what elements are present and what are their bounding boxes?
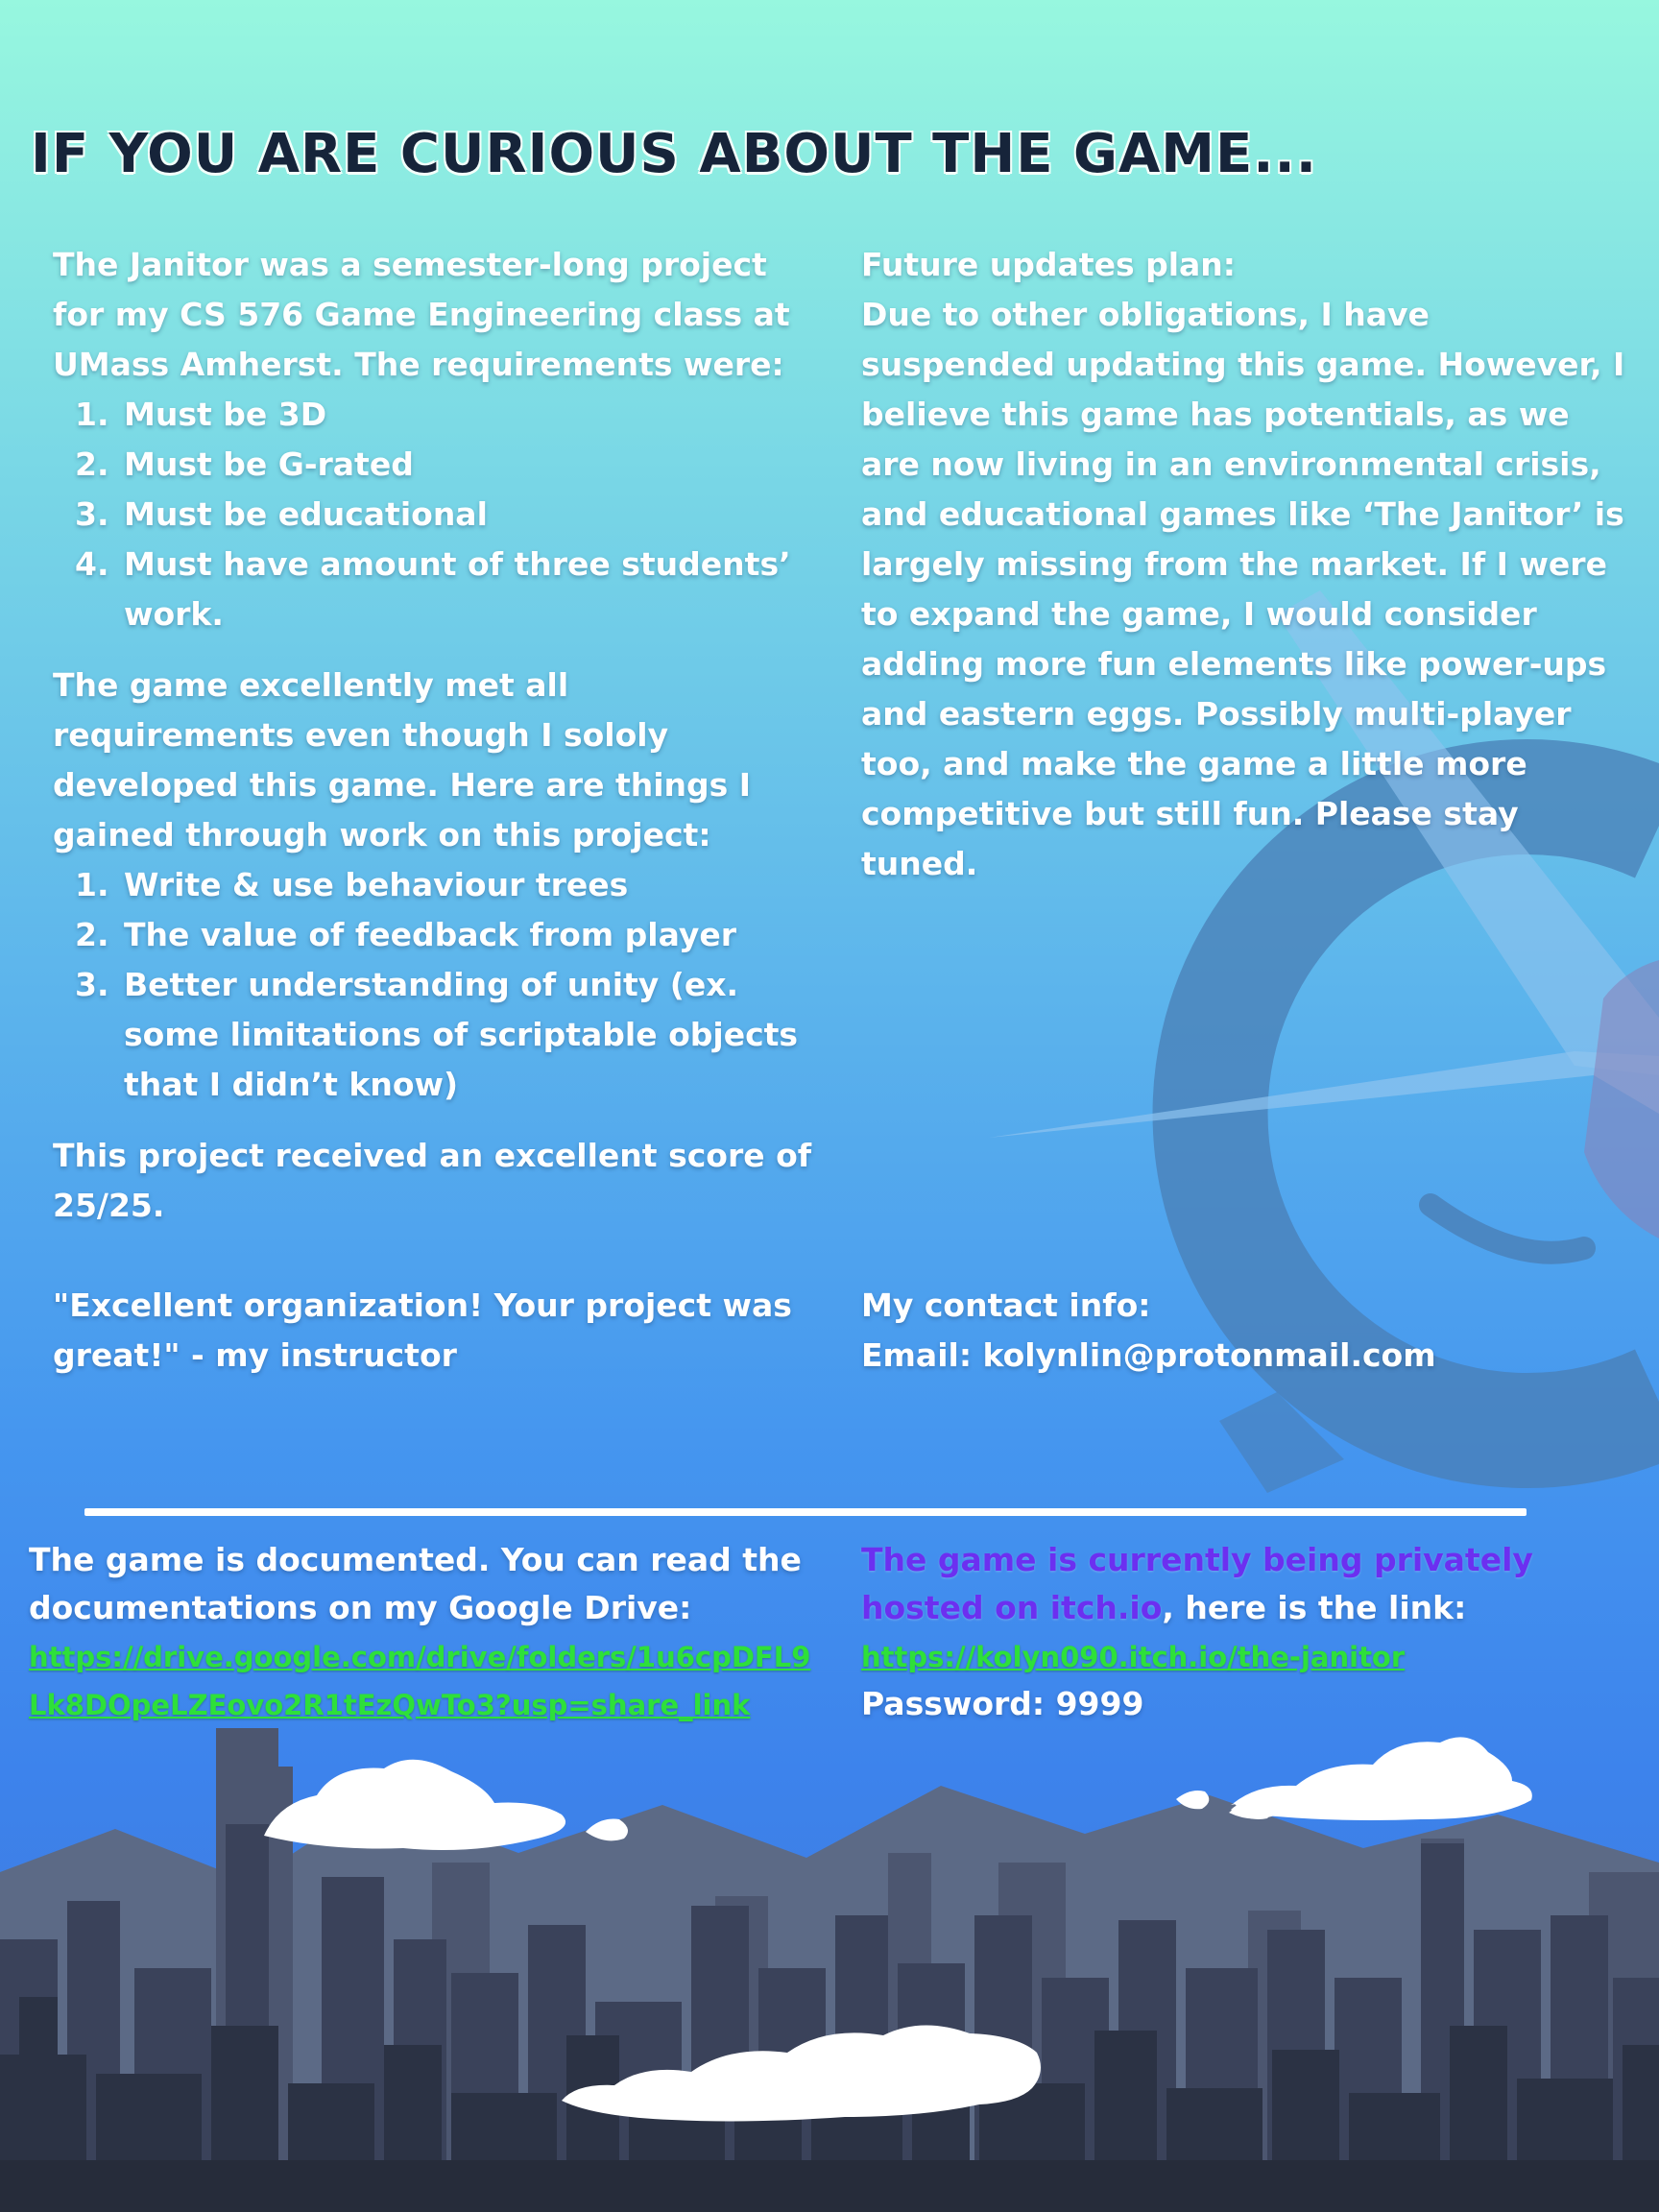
- contact-email: Email: kolynlin@protonmail.com: [861, 1336, 1436, 1374]
- section-divider: [84, 1508, 1527, 1516]
- hosting-section: [861, 1536, 1639, 1728]
- intro-text: The Janitor was a semester-long project for my CS 576 Game Engineering class at UMass Amherst. The requirements were:: [53, 246, 790, 383]
- future-body: Due to other obligations, I have suspended updating this game. However, I believe this game has potentials, as we are now living in an environmental crisis, and educational games like ‘The Janitor’ is largely missing from the market. If I were to expand the game, I would consider adding more fun elements like power-ups and eastern eggs. Possibly multi-player too, and make the game a little more competitive but still fun. Please stay tuned.: [861, 296, 1625, 882]
- list-item: 3. Better understanding of unity (ex. some limitations of scriptable objects that I didn’t know): [120, 960, 821, 1110]
- score-text: This project received an excellent score of 25/25.: [53, 1137, 812, 1224]
- requirements-list: [53, 390, 821, 639]
- contact-section: [861, 1281, 1629, 1381]
- gains-intro-text: The game excellently met all requirements even though I sololy developed this game. Here are things I gained through work on this project:: [53, 666, 752, 854]
- list-item: 4. Must have amount of three students’ work.: [120, 540, 821, 639]
- list-item: 1. Write & use behaviour trees: [120, 860, 821, 910]
- future-heading: Future updates plan:: [861, 246, 1236, 283]
- future-updates-section: [861, 240, 1629, 889]
- list-item: 2. The value of feedback from player: [120, 910, 821, 960]
- gains-list: [53, 860, 821, 1110]
- page-title: IF YOU ARE CURIOUS ABOUT THE GAME...: [31, 123, 1318, 185]
- documentation-section: [29, 1536, 826, 1728]
- hosting-highlight: The game is currently being privately hosted on itch.io: [861, 1541, 1533, 1626]
- instructor-quote: [53, 1281, 821, 1381]
- hosting-rest: , here is the link:: [1162, 1589, 1467, 1626]
- itch-io-link[interactable]: https://kolyn090.itch.io/the-janitor: [861, 1641, 1406, 1673]
- password-text: Password: 9999: [861, 1685, 1144, 1722]
- list-item: 2. Must be G-rated: [120, 440, 821, 490]
- hosting-text: [861, 1536, 1639, 1632]
- list-item: 1. Must be 3D: [120, 390, 821, 440]
- contact-heading: My contact info:: [861, 1286, 1151, 1324]
- documentation-text: The game is documented. You can read the documentations on my Google Drive:: [29, 1541, 802, 1626]
- quote-text: "Excellent organization! Your project was great!" - my instructor: [53, 1286, 792, 1374]
- google-drive-link[interactable]: https://drive.google.com/drive/folders/1u6cpDFL9Lk8DOpeLZEovo2R1tEzQwTo3?usp=share_link: [29, 1641, 811, 1721]
- list-item: 3. Must be educational: [120, 490, 821, 540]
- about-section: [53, 240, 821, 1231]
